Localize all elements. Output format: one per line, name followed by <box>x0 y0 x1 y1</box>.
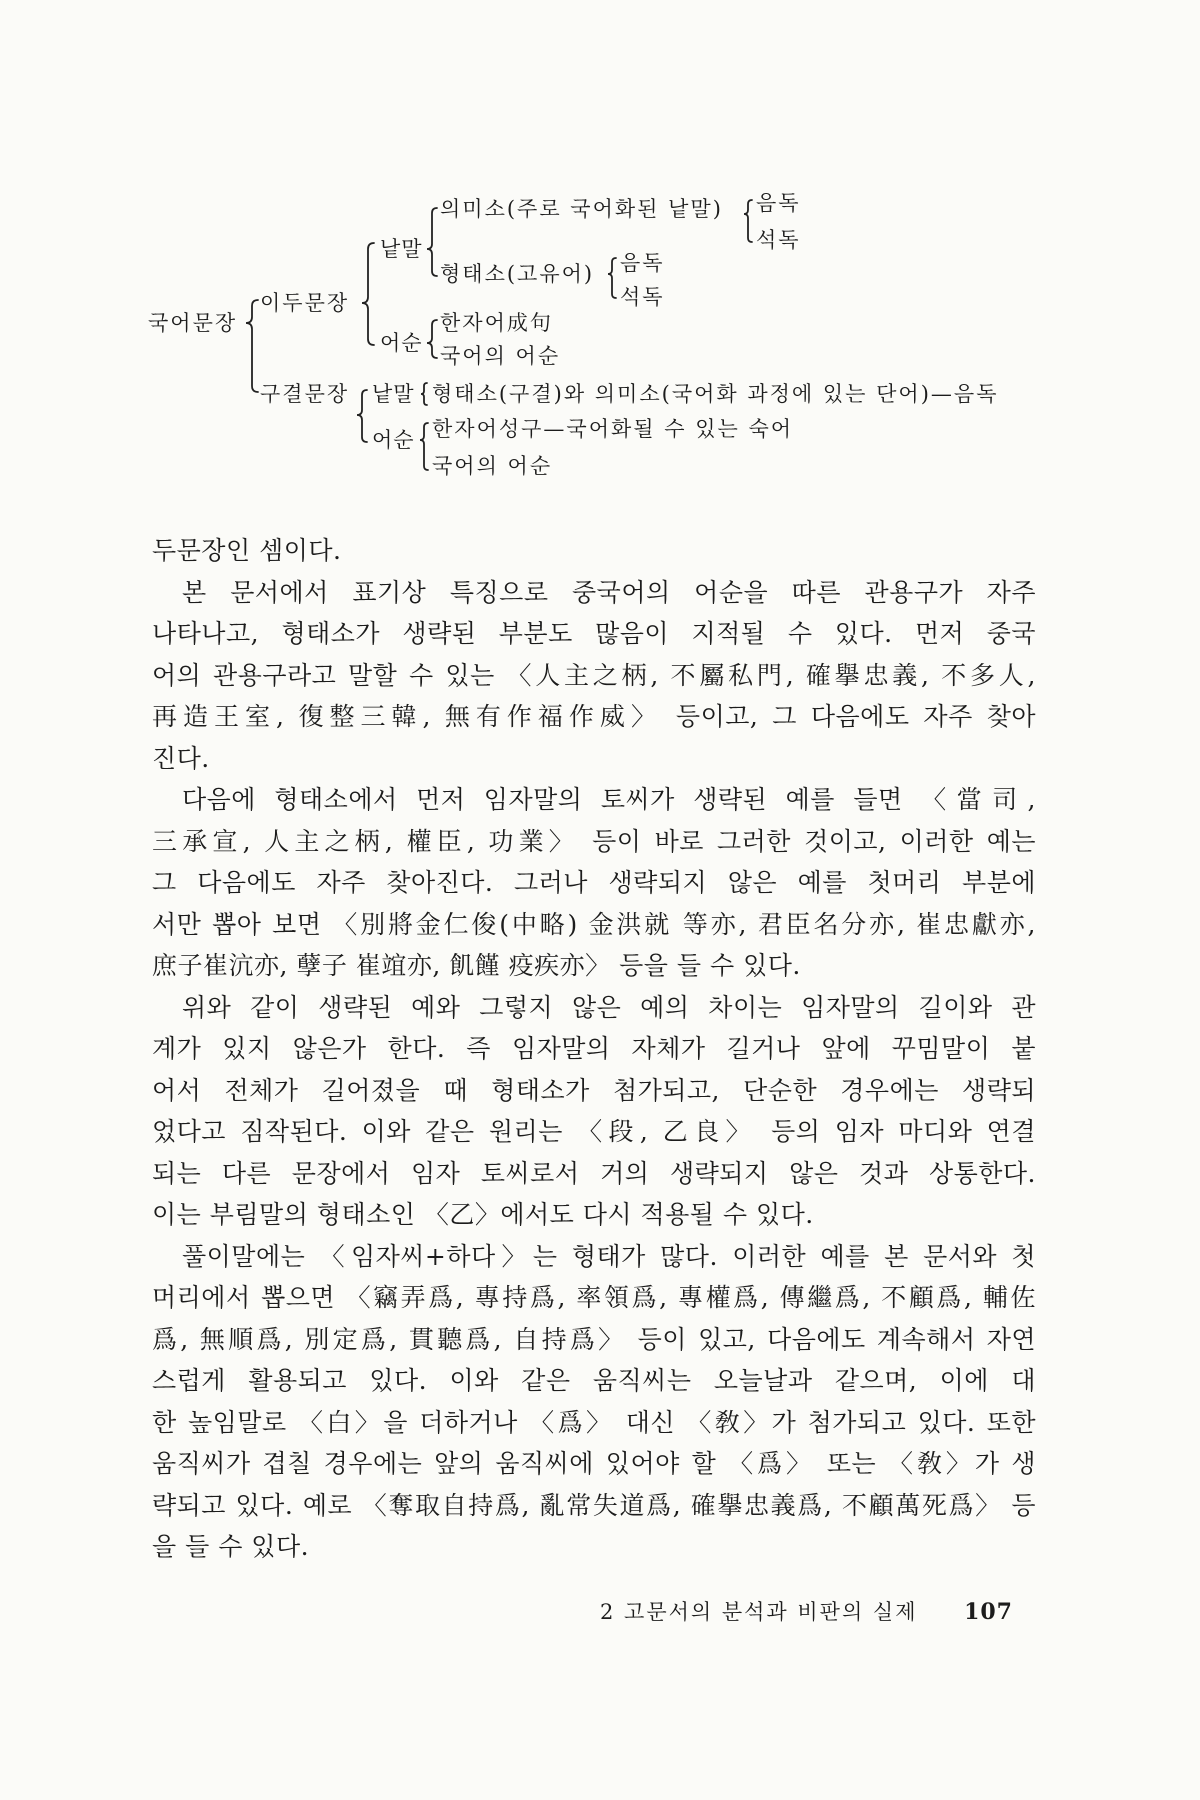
body-line: 그 다음에도 자주 찾아진다. 그러나 생략되지 않은 예를 첫머리 부분에 <box>152 868 1036 897</box>
page-number: 107 <box>964 1599 1013 1625</box>
idu-label: 이두문장 <box>260 291 350 315</box>
gugyeol-word-text: 형태소(구결)와 의미소(국어화 과정에 있는 단어)—음독 <box>432 382 999 406</box>
classification-diagram <box>0 0 1200 500</box>
body-line: 庶子崔沆亦, 孽子 崔竩亦, 飢饉 疫疾亦〉 등을 들 수 있다. <box>152 951 801 980</box>
gugyeol-order-item: 한자어성구—국어화될 수 있는 숙어 <box>432 417 794 441</box>
brace-root <box>246 300 258 392</box>
body-line: 어서 전체가 길어졌을 때 형태소가 첨가되고, 단순한 경우에는 생략되 <box>152 1075 1036 1105</box>
brace-idu-word <box>427 208 437 276</box>
body-line: 었다고 짐작된다. 이와 같은 원리는 〈段, 乙良〉 등의 임자 마디와 연결 <box>152 1117 1036 1146</box>
gugyeol-order-label: 어순 <box>372 428 415 452</box>
body-line: 再造王室, 復整三韓, 無有作福作威〉 등이고, 그 다음에도 자주 찾아 <box>152 702 1036 731</box>
body-line: 爲, 無順爲, 別定爲, 貫聽爲, 自持爲〉 등이 있고, 다음에도 계속해서 자연 <box>152 1324 1036 1354</box>
body-line: 머리에서 뽑으면 〈竊弄爲, 專持爲, 率領爲, 專權爲, 傳繼爲, 不顧爲, 輔佐 <box>152 1283 1036 1312</box>
gugyeol-word-label: 낱말 <box>372 382 415 406</box>
body-line: 스럽게 활용되고 있다. 이와 같은 움직씨는 오늘날과 같으며, 이에 대 <box>152 1366 1036 1395</box>
paragraph <box>152 530 1036 572</box>
body-line: 되는 다른 문장에서 임자 토씨로서 거의 생략되지 않은 것과 상통한다. <box>152 1158 1036 1188</box>
brace-idu-meaning <box>744 200 752 242</box>
body-line: 본 문서에서 표기상 특징으로 중국어의 어순을 따른 관용구가 자주 <box>182 577 1036 607</box>
body-line: 서만 뽑아 보면 〈別將金仁俊(中略) 金洪就 等亦, 君臣名分亦, 崔忠獻亦, <box>152 909 1036 939</box>
body-line: 움직씨가 겹칠 경우에는 앞의 움직씨에 있어야 할 〈爲〉 또는 〈敎〉가 생 <box>152 1449 1036 1478</box>
idu-morpheme-reading-eumdok: 음독 <box>620 251 665 275</box>
body-line: 위와 같이 생략된 예와 그렇지 않은 예의 차이는 임자말의 길이와 관 <box>182 992 1036 1022</box>
body-line: 풀이말에는 〈임자씨+하다〉는 형태가 많다. 이러한 예를 본 문서와 첫 <box>182 1241 1036 1271</box>
body-line: 한 높임말로 〈白〉을 더하거나 〈爲〉 대신 〈敎〉가 첨가되고 있다. 또한 <box>152 1407 1036 1437</box>
body-line: 을 들 수 있다. <box>152 1532 310 1561</box>
running-title: 2 고문서의 분석과 비판의 실제 <box>600 1600 918 1624</box>
paragraph <box>152 987 1036 1236</box>
brace-idu <box>362 243 374 345</box>
body-line: 어의 관용구라고 말할 수 있는 〈人主之柄, 不屬私門, 確擧忠義, 不多人, <box>152 660 1036 690</box>
idu-order-item: 국어의 어순 <box>440 344 561 368</box>
idu-word-label: 낱말 <box>380 237 423 261</box>
gugyeol-order-item: 국어의 어순 <box>432 454 553 478</box>
brace-gugyeol <box>357 390 367 442</box>
body-line: 진다. <box>152 743 210 773</box>
brace-gugyeol-order <box>420 423 428 470</box>
body-line: 두문장인 셈이다. <box>152 536 342 565</box>
page-footer <box>600 1596 1013 1626</box>
idu-order-label: 어순 <box>380 331 423 355</box>
paragraph <box>152 779 1036 987</box>
body-line: 三承宣, 人主之柄, 權臣, 功業〉 등이 바로 그러한 것이고, 이러한 예는 <box>152 826 1036 856</box>
idu-order-item: 한자어成句 <box>440 311 553 335</box>
body-line: 이는 부림말의 형태소인 〈乙〉에서도 다시 적용될 수 있다. <box>152 1200 814 1229</box>
idu-morpheme-reading-seokdok: 석독 <box>620 285 665 309</box>
idu-meaning-reading-eumdok: 음독 <box>756 191 801 215</box>
body-line: 다음에 형태소에서 먼저 임자말의 토씨가 생략된 예를 들면 〈當司, <box>182 785 1036 814</box>
gugyeol-label: 구결문장 <box>260 382 350 406</box>
idu-morpheme-label: 형태소(고유어) <box>440 262 595 286</box>
body-line: 나타나고, 형태소가 생략된 부분도 많음이 지적될 수 있다. 먼저 중국 <box>152 619 1036 648</box>
paragraph <box>152 572 1036 780</box>
body-line: 계가 있지 않은가 한다. 즉 임자말의 자체가 길거나 앞에 꾸밈말이 붙 <box>152 1034 1036 1063</box>
idu-meaning-reading-seokdok: 석독 <box>756 228 801 252</box>
brace-gugyeol-word <box>421 383 427 405</box>
brace-idu-order <box>427 320 437 358</box>
body-line: 략되고 있다. 예로 〈奪取自持爲, 亂常失道爲, 確擧忠義爲, 不顧萬死爲〉 등 <box>152 1490 1036 1520</box>
paragraph <box>152 1236 1036 1568</box>
idu-meaning-label: 의미소(주로 국어화된 낱말) <box>440 197 723 221</box>
diagram-root-label: 국어문장 <box>148 311 238 335</box>
body-text <box>152 530 1036 1568</box>
brace-idu-morpheme <box>608 258 616 298</box>
